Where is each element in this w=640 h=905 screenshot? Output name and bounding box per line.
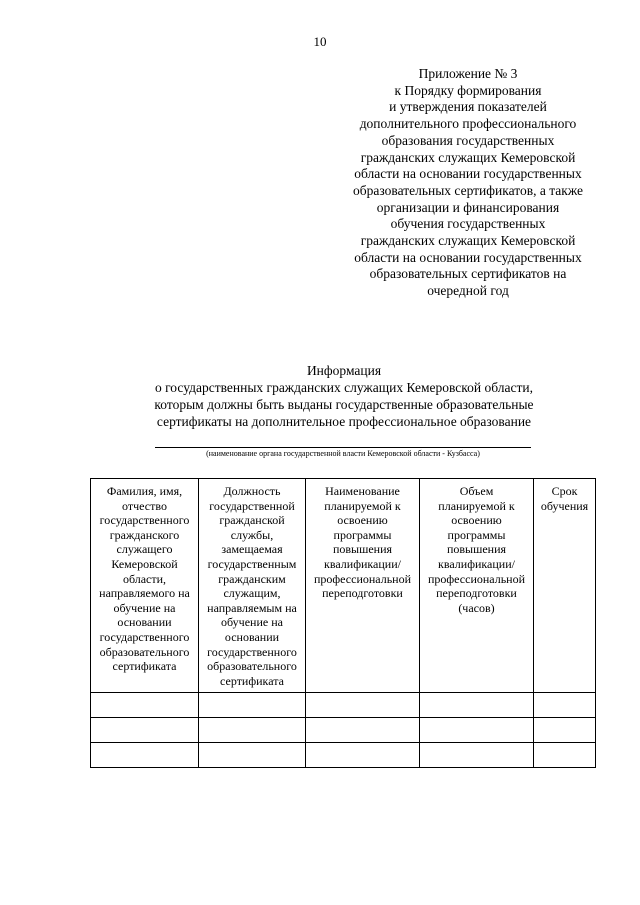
title-heading: Информация (306, 363, 382, 378)
column-header-text: повышения (446, 542, 507, 557)
column-header-text: гражданским (218, 571, 286, 586)
column-header-text: замещаемая (221, 542, 283, 557)
column-header-text: освоению (337, 513, 388, 528)
table-cell (306, 743, 420, 768)
column-header-text: планируемой к (438, 498, 515, 513)
column-header-text: государственного (99, 513, 190, 528)
column-header-text: профессиональной (427, 571, 526, 586)
column-header-text: направляемым на (207, 600, 297, 615)
table-row (91, 743, 596, 768)
appendix-line: Приложение № 3 (418, 66, 518, 81)
column-header-text: обучение на (221, 615, 283, 630)
column-header-text: направляемого на (99, 586, 190, 601)
column-header-text: образовательного (207, 659, 297, 674)
appendix-line: и утверждения показателей (389, 99, 547, 115)
column-header-text: переподготовки (436, 586, 517, 601)
column-header (534, 479, 596, 693)
column-header-text: сертификата (220, 673, 284, 688)
column-header-text: Наименование (325, 484, 400, 498)
table-header-row (91, 479, 596, 693)
column-header-text: образовательного (99, 644, 190, 659)
table-row (91, 693, 596, 718)
table-cell (199, 693, 306, 718)
column-header-text: обучения (540, 498, 589, 513)
column-header-text: Кемеровской (111, 556, 178, 571)
column-header-text: государственной (209, 498, 295, 513)
column-header-text: области, (122, 571, 167, 586)
column-header-text: Должность (223, 484, 281, 498)
title-line: которым должны быть выданы государственные образовательные (154, 397, 534, 412)
column-header-text: освоению (451, 513, 502, 528)
appendix-line: области на основании государственных (354, 249, 582, 265)
appendix-line: дополнительного профессионального (359, 116, 577, 132)
title-line: о государственных гражданских служащих Кемеровской области, (154, 380, 534, 395)
column-header-text: государственным (207, 556, 297, 571)
org-name-caption: (наименование органа государственной власти Кемеровской области - Кузбасса) (206, 449, 480, 458)
table-cell (420, 743, 534, 768)
column-header-text: государственного (207, 644, 297, 659)
column-header-text: (часов) (458, 600, 495, 615)
org-name-underline (155, 447, 531, 448)
column-header-text: повышения (332, 542, 393, 557)
table-cell (91, 718, 199, 743)
column-header-text: гражданского (109, 527, 180, 542)
column-header-text: службы, (230, 527, 274, 542)
column-header (199, 479, 306, 693)
appendix-line: очередной год (427, 283, 509, 299)
column-header-text: планируемой к (324, 498, 401, 513)
appendix-line: образовательных сертификатов, а также (353, 182, 583, 198)
appendix-line: к Порядку формирования (394, 82, 542, 98)
column-header-text: переподготовки (322, 586, 403, 601)
column-header-text: квалификации/ (438, 556, 515, 571)
column-header-text: служащим, (223, 586, 281, 601)
appendix-line: гражданских служащих Кемеровской (360, 233, 576, 249)
table-cell (420, 693, 534, 718)
column-header-text: Срок (551, 484, 578, 498)
column-header-text: обучение на (113, 600, 176, 615)
table-cell (91, 693, 199, 718)
appendix-line: гражданских служащих Кемеровской (360, 149, 576, 165)
column-header (420, 479, 534, 693)
table-cell (199, 743, 306, 768)
appendix-heading (318, 66, 618, 300)
appendix-line: образования государственных (381, 132, 555, 148)
column-header-text: профессиональной (313, 571, 412, 586)
column-header (306, 479, 420, 693)
title-line: сертификаты на дополнительное профессиональное образование (156, 414, 532, 429)
column-header-text: программы (333, 527, 392, 542)
table-cell (199, 718, 306, 743)
table-cell (534, 718, 596, 743)
column-header-text: квалификации/ (324, 556, 401, 571)
table-cell (534, 743, 596, 768)
civil-servants-table (90, 478, 596, 768)
column-header-text: основании (117, 615, 172, 630)
appendix-line: образовательных сертификатов на (369, 266, 567, 282)
column-header-text: Объем (459, 484, 494, 498)
table-cell (420, 718, 534, 743)
table-cell (534, 693, 596, 718)
column-header-text: сертификата (112, 659, 177, 674)
column-header-text: основании (224, 629, 280, 644)
column-header (91, 479, 199, 693)
appendix-line: области на основании государственных (354, 166, 582, 182)
page-number: 10 (313, 34, 327, 49)
appendix-line: обучения государственных (390, 216, 546, 232)
column-header-text: государственного (99, 629, 190, 644)
column-header-text: программы (447, 527, 506, 542)
table-cell (91, 743, 199, 768)
table-cell (306, 718, 420, 743)
column-header-text: служащего (116, 542, 173, 557)
column-header-text: Фамилия, имя, (106, 484, 183, 498)
table-row (91, 718, 596, 743)
document-title (0, 362, 640, 430)
appendix-line: организации и финансирования (376, 199, 560, 215)
column-header-text: отчество (122, 498, 167, 513)
column-header-text: гражданской (219, 513, 285, 528)
table-cell (306, 693, 420, 718)
